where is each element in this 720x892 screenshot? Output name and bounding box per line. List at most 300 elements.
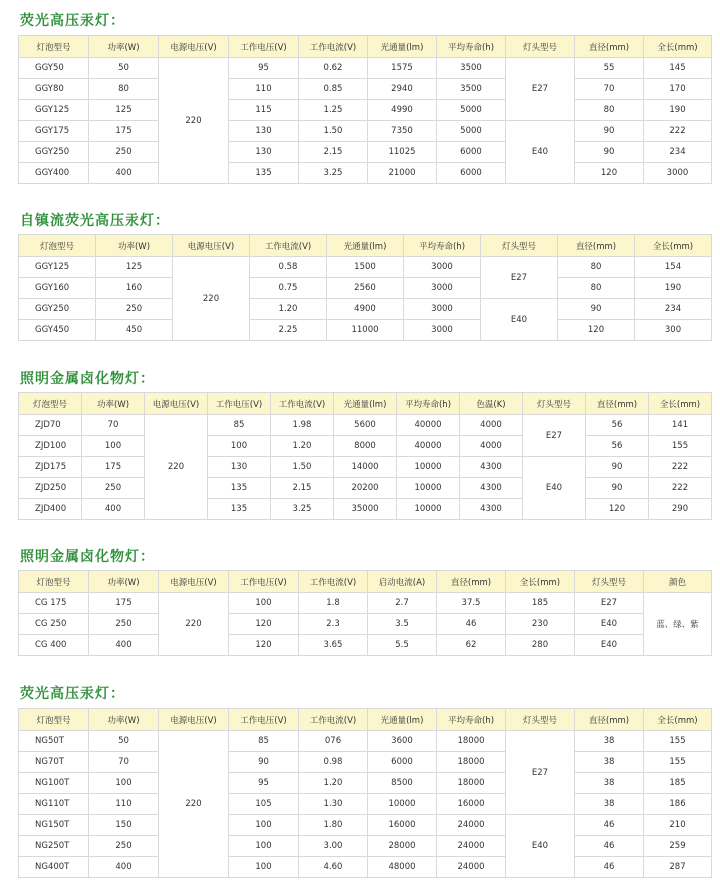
table-cell: 90 [586, 457, 649, 478]
table-row [19, 58, 712, 79]
header-cell: 功率(W) [82, 393, 145, 415]
header-cell: 工作电流(V) [271, 393, 334, 415]
table-cell: 4300 [460, 499, 523, 520]
table-cell: NG50T [19, 731, 89, 752]
table-cell: NG70T [19, 752, 89, 773]
header-cell: 电源电压(V) [145, 393, 208, 415]
table-row [19, 142, 712, 163]
table-cell: 4000 [460, 415, 523, 436]
table-cell: 155 [644, 731, 712, 752]
table-cell: 3.25 [271, 499, 334, 520]
table-cell: 130 [229, 121, 299, 142]
table-cell: 0.62 [299, 58, 368, 79]
table-cell: 100 [89, 773, 159, 794]
header-cell: 灯头型号 [523, 393, 586, 415]
table-cell: 95 [229, 773, 299, 794]
table-cell: 21000 [368, 163, 437, 184]
table-row [19, 794, 712, 815]
table-cell: NG150T [19, 815, 89, 836]
table-cell: GGY250 [19, 299, 96, 320]
socket-cell: E40 [506, 815, 575, 878]
table-cell: 10000 [397, 457, 460, 478]
socket-cell: E27 [506, 58, 575, 121]
table-cell: 130 [208, 457, 271, 478]
table-cell: 100 [229, 857, 299, 878]
table-cell: 290 [649, 499, 712, 520]
table-cell: 160 [96, 278, 173, 299]
supply-voltage-cell: 220 [173, 257, 250, 341]
table-cell: 100 [229, 815, 299, 836]
table-cell: 3.65 [299, 635, 368, 656]
table-cell: 16000 [368, 815, 437, 836]
table-cell: 135 [208, 499, 271, 520]
table-cell: 14000 [334, 457, 397, 478]
table-row [19, 773, 712, 794]
table-cell: 141 [649, 415, 712, 436]
table-cell: 46 [575, 815, 644, 836]
table-row [19, 857, 712, 878]
table-cell: ZJD250 [19, 478, 82, 499]
header-cell: 直径(mm) [437, 571, 506, 593]
table-cell: E40 [575, 635, 644, 656]
table-cell: 46 [575, 836, 644, 857]
header-cell: 灯泡型号 [19, 709, 89, 731]
table-cell: 120 [229, 614, 299, 635]
table-cell: 100 [229, 593, 299, 614]
table-cell: 3000 [404, 320, 481, 341]
table-cell: 186 [644, 794, 712, 815]
table-cell: 250 [89, 614, 159, 635]
header-cell: 灯头型号 [575, 571, 644, 593]
table-cell: 450 [96, 320, 173, 341]
header-cell: 电源电压(V) [159, 571, 229, 593]
table-cell: GGY80 [19, 79, 89, 100]
header-cell: 灯泡型号 [19, 393, 82, 415]
header-cell: 灯头型号 [506, 36, 575, 58]
table-cell: 90 [575, 142, 644, 163]
table-cell: 62 [437, 635, 506, 656]
table-cell: 115 [229, 100, 299, 121]
spec-table [18, 234, 712, 341]
header-cell: 工作电流(V) [299, 571, 368, 593]
table-cell: 250 [96, 299, 173, 320]
table-cell: 46 [437, 614, 506, 635]
table-cell: 234 [635, 299, 712, 320]
table-row [19, 593, 712, 614]
table-cell: NG400T [19, 857, 89, 878]
supply-voltage-cell: 220 [159, 593, 229, 656]
header-cell: 电源电压(V) [159, 36, 229, 58]
table-cell: 155 [644, 752, 712, 773]
table-cell: 24000 [437, 836, 506, 857]
header-cell: 功率(W) [89, 709, 159, 731]
table-cell: 400 [89, 635, 159, 656]
header-cell: 电源电压(V) [159, 709, 229, 731]
table-row [19, 731, 712, 752]
supply-voltage-cell: 220 [145, 415, 208, 520]
table-cell: 3.00 [299, 836, 368, 857]
table-cell: 11000 [327, 320, 404, 341]
table-header-row [19, 393, 712, 415]
table-cell: 185 [506, 593, 575, 614]
table-cell: 222 [649, 457, 712, 478]
table-cell: 3.25 [299, 163, 368, 184]
table-cell: 3500 [437, 79, 506, 100]
table-cell: 5000 [437, 121, 506, 142]
table-cell: E40 [575, 614, 644, 635]
table-cell: 35000 [334, 499, 397, 520]
table-cell: 6000 [437, 163, 506, 184]
table-header-row [19, 571, 712, 593]
table-cell: 120 [586, 499, 649, 520]
table-cell: 1.30 [299, 794, 368, 815]
table-cell: 1.80 [299, 815, 368, 836]
table-cell: 48000 [368, 857, 437, 878]
table-cell: 100 [229, 836, 299, 857]
color-cell: 蓝、绿、紫 [644, 593, 712, 656]
table-cell: 38 [575, 752, 644, 773]
table-cell: 125 [89, 100, 159, 121]
table-cell: CG 175 [19, 593, 89, 614]
table-cell: 3500 [437, 58, 506, 79]
table-cell: 70 [82, 415, 145, 436]
table-cell: 125 [96, 257, 173, 278]
section-title: 自镇流荧光高压汞灯： [20, 213, 170, 229]
table-cell: 185 [644, 773, 712, 794]
table-cell: 7350 [368, 121, 437, 142]
table-row [19, 635, 712, 656]
table-cell: 2.7 [368, 593, 437, 614]
table-row [19, 614, 712, 635]
header-cell: 工作电压(V) [229, 709, 299, 731]
table-cell: 4300 [460, 478, 523, 499]
socket-cell: E40 [506, 121, 575, 184]
table-cell: GGY125 [19, 100, 89, 121]
header-cell: 灯泡型号 [19, 36, 89, 58]
table-cell: ZJD70 [19, 415, 82, 436]
table-cell: 8000 [334, 436, 397, 457]
table-cell: 1.50 [271, 457, 334, 478]
table-cell: GGY160 [19, 278, 96, 299]
table-cell: 10000 [397, 499, 460, 520]
table-cell: 6000 [368, 752, 437, 773]
table-row [19, 836, 712, 857]
table-row [19, 415, 712, 436]
table-cell: 80 [89, 79, 159, 100]
table-cell: GGY400 [19, 163, 89, 184]
table-cell: 80 [558, 257, 635, 278]
table-row [19, 752, 712, 773]
table-row [19, 815, 712, 836]
table-cell: 120 [229, 635, 299, 656]
table-cell: 85 [208, 415, 271, 436]
header-cell: 功率(W) [89, 571, 159, 593]
table-cell: 70 [89, 752, 159, 773]
socket-cell: E27 [481, 257, 558, 299]
table-cell: 076 [299, 731, 368, 752]
table-cell: 222 [644, 121, 712, 142]
table-cell: 80 [575, 100, 644, 121]
table-row [19, 163, 712, 184]
table-cell: CG 400 [19, 635, 89, 656]
table-cell: 2.15 [299, 142, 368, 163]
table-row [19, 100, 712, 121]
table-cell: 250 [89, 836, 159, 857]
table-cell: 259 [644, 836, 712, 857]
table-cell: 0.98 [299, 752, 368, 773]
header-cell: 工作电流(V) [250, 235, 327, 257]
table-cell: 250 [82, 478, 145, 499]
table-cell: 1.25 [299, 100, 368, 121]
table-row [19, 499, 712, 520]
table-cell: 1.50 [299, 121, 368, 142]
table-cell: 28000 [368, 836, 437, 857]
table-row [19, 436, 712, 457]
table-cell: 11025 [368, 142, 437, 163]
header-cell: 全长(mm) [506, 571, 575, 593]
table-cell: 80 [558, 278, 635, 299]
header-cell: 平均寿命(h) [397, 393, 460, 415]
section-title: 荧光高压汞灯： [20, 13, 125, 29]
table-cell: 18000 [437, 773, 506, 794]
header-cell: 平均寿命(h) [437, 36, 506, 58]
table-cell: E27 [575, 593, 644, 614]
table-cell: 16000 [437, 794, 506, 815]
table-cell: NG250T [19, 836, 89, 857]
header-cell: 光通量(lm) [327, 235, 404, 257]
header-cell: 工作电流(V) [299, 36, 368, 58]
table-cell: 56 [586, 415, 649, 436]
table-cell: 120 [575, 163, 644, 184]
spec-table [18, 570, 712, 656]
table-cell: 190 [644, 100, 712, 121]
table-cell: ZJD175 [19, 457, 82, 478]
table-cell: 135 [229, 163, 299, 184]
header-cell: 光通量(lm) [334, 393, 397, 415]
table-cell: 1500 [327, 257, 404, 278]
table-cell: 0.75 [250, 278, 327, 299]
table-cell: 300 [635, 320, 712, 341]
table-cell: 4990 [368, 100, 437, 121]
supply-voltage-cell: 220 [159, 58, 229, 184]
header-cell: 直径(mm) [575, 709, 644, 731]
header-cell: 平均寿命(h) [437, 709, 506, 731]
header-cell: 启动电流(A) [368, 571, 437, 593]
table-cell: 4300 [460, 457, 523, 478]
table-cell: 40000 [397, 436, 460, 457]
table-cell: GGY125 [19, 257, 96, 278]
table-cell: 5600 [334, 415, 397, 436]
table-cell: 8500 [368, 773, 437, 794]
table-cell: 50 [89, 731, 159, 752]
table-cell: 5.5 [368, 635, 437, 656]
table-cell: 1.20 [250, 299, 327, 320]
table-cell: NG110T [19, 794, 89, 815]
spec-table [18, 708, 712, 878]
table-cell: 3000 [404, 299, 481, 320]
table-cell: GGY450 [19, 320, 96, 341]
table-cell: 280 [506, 635, 575, 656]
header-cell: 电源电压(V) [173, 235, 250, 257]
table-row [19, 79, 712, 100]
header-cell: 直径(mm) [558, 235, 635, 257]
table-cell: 4000 [460, 436, 523, 457]
table-cell: 110 [89, 794, 159, 815]
table-cell: 230 [506, 614, 575, 635]
table-cell: 4.60 [299, 857, 368, 878]
table-cell: 2.3 [299, 614, 368, 635]
table-cell: 100 [82, 436, 145, 457]
table-cell: 170 [644, 79, 712, 100]
header-cell: 全长(mm) [649, 393, 712, 415]
table-cell: 145 [644, 58, 712, 79]
table-row [19, 478, 712, 499]
table-cell: 1.8 [299, 593, 368, 614]
table-row [19, 299, 712, 320]
table-cell: 400 [89, 163, 159, 184]
table-cell: 4900 [327, 299, 404, 320]
section-title: 照明金属卤化物灯： [20, 549, 155, 565]
table-row [19, 278, 712, 299]
table-cell: 105 [229, 794, 299, 815]
table-cell: 85 [229, 731, 299, 752]
table-cell: 2.25 [250, 320, 327, 341]
table-cell: 56 [586, 436, 649, 457]
table-cell: 3000 [644, 163, 712, 184]
socket-cell: E27 [506, 731, 575, 815]
table-cell: 20200 [334, 478, 397, 499]
table-cell: 40000 [397, 415, 460, 436]
table-cell: GGY50 [19, 58, 89, 79]
socket-cell: E27 [523, 415, 586, 457]
section-title: 照明金属卤化物灯： [20, 371, 155, 387]
table-cell: 175 [89, 121, 159, 142]
table-cell: 37.5 [437, 593, 506, 614]
table-cell: CG 250 [19, 614, 89, 635]
section-title: 荧光高压汞灯： [20, 686, 125, 702]
table-cell: 5000 [437, 100, 506, 121]
table-cell: 6000 [437, 142, 506, 163]
table-cell: 1.20 [299, 773, 368, 794]
table-cell: 155 [649, 436, 712, 457]
table-cell: 95 [229, 58, 299, 79]
header-cell: 颜色 [644, 571, 712, 593]
table-cell: 135 [208, 478, 271, 499]
header-cell: 工作电压(V) [208, 393, 271, 415]
table-cell: 110 [229, 79, 299, 100]
table-cell: 154 [635, 257, 712, 278]
header-cell: 光通量(lm) [368, 709, 437, 731]
table-cell: 50 [89, 58, 159, 79]
table-cell: GGY250 [19, 142, 89, 163]
table-cell: GGY175 [19, 121, 89, 142]
table-cell: 100 [208, 436, 271, 457]
header-cell: 直径(mm) [575, 36, 644, 58]
header-cell: 平均寿命(h) [404, 235, 481, 257]
table-cell: 90 [229, 752, 299, 773]
table-cell: 0.85 [299, 79, 368, 100]
header-cell: 全长(mm) [644, 709, 712, 731]
table-cell: 90 [586, 478, 649, 499]
header-cell: 直径(mm) [586, 393, 649, 415]
spec-table [18, 392, 712, 520]
table-cell: 2940 [368, 79, 437, 100]
supply-voltage-cell: 220 [159, 731, 229, 878]
header-cell: 灯头型号 [506, 709, 575, 731]
table-cell: ZJD100 [19, 436, 82, 457]
table-cell: 18000 [437, 731, 506, 752]
header-cell: 全长(mm) [644, 36, 712, 58]
header-cell: 光通量(lm) [368, 36, 437, 58]
table-cell: 2.15 [271, 478, 334, 499]
table-cell: 250 [89, 142, 159, 163]
table-cell: 3000 [404, 278, 481, 299]
table-row [19, 320, 712, 341]
table-cell: 38 [575, 773, 644, 794]
table-cell: 222 [649, 478, 712, 499]
header-cell: 工作电流(V) [299, 709, 368, 731]
table-cell: 175 [89, 593, 159, 614]
spec-table [18, 35, 712, 184]
table-cell: 210 [644, 815, 712, 836]
table-cell: 3600 [368, 731, 437, 752]
table-cell: 3.5 [368, 614, 437, 635]
socket-cell: E40 [481, 299, 558, 341]
table-cell: 0.58 [250, 257, 327, 278]
table-row [19, 121, 712, 142]
table-cell: 400 [82, 499, 145, 520]
table-cell: 24000 [437, 857, 506, 878]
table-header-row [19, 235, 712, 257]
table-cell: 18000 [437, 752, 506, 773]
table-cell: 130 [229, 142, 299, 163]
table-cell: 1.20 [271, 436, 334, 457]
table-cell: 90 [575, 121, 644, 142]
table-cell: 234 [644, 142, 712, 163]
table-cell: 400 [89, 857, 159, 878]
table-cell: NG100T [19, 773, 89, 794]
table-cell: 150 [89, 815, 159, 836]
header-cell: 功率(W) [89, 36, 159, 58]
header-cell: 灯泡型号 [19, 571, 89, 593]
header-cell: 工作电压(V) [229, 571, 299, 593]
table-cell: 2560 [327, 278, 404, 299]
table-cell: 24000 [437, 815, 506, 836]
table-cell: 287 [644, 857, 712, 878]
table-cell: 55 [575, 58, 644, 79]
table-cell: 3000 [404, 257, 481, 278]
table-cell: 38 [575, 731, 644, 752]
header-cell: 灯泡型号 [19, 235, 96, 257]
table-header-row [19, 36, 712, 58]
table-cell: 190 [635, 278, 712, 299]
socket-cell: E40 [523, 457, 586, 520]
table-cell: 120 [558, 320, 635, 341]
table-row [19, 257, 712, 278]
table-row [19, 457, 712, 478]
header-cell: 全长(mm) [635, 235, 712, 257]
table-cell: 10000 [368, 794, 437, 815]
table-cell: 1575 [368, 58, 437, 79]
table-cell: ZJD400 [19, 499, 82, 520]
table-cell: 1.98 [271, 415, 334, 436]
table-cell: 46 [575, 857, 644, 878]
table-cell: 10000 [397, 478, 460, 499]
table-cell: 70 [575, 79, 644, 100]
header-cell: 灯头型号 [481, 235, 558, 257]
table-cell: 90 [558, 299, 635, 320]
table-header-row [19, 709, 712, 731]
